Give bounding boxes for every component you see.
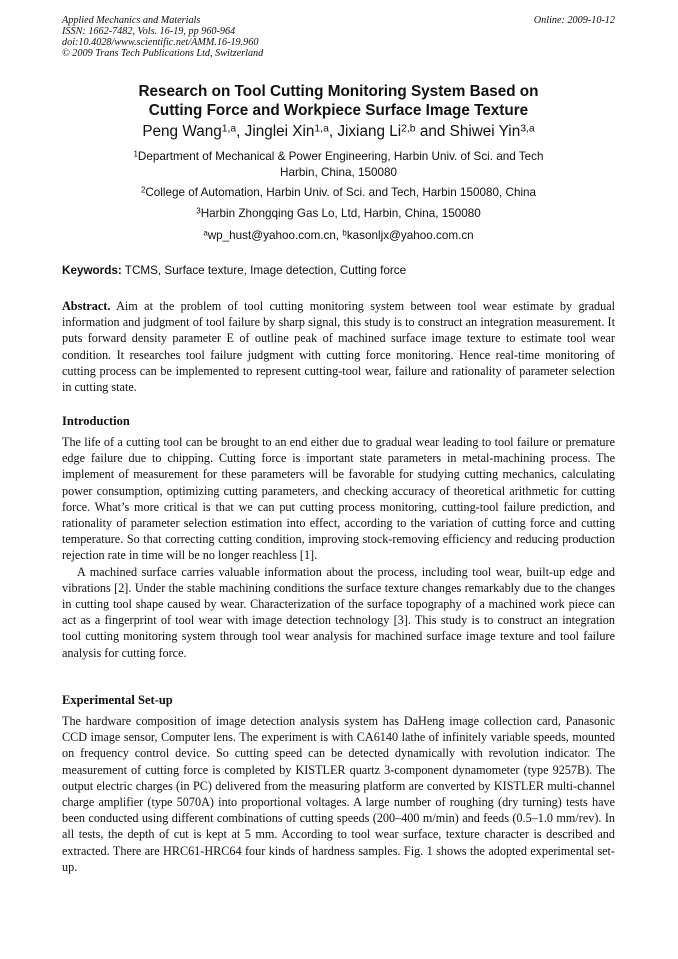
email-sup: a bbox=[203, 228, 208, 238]
journal-issn: ISSN: 1662-7482, Vols. 16-19, pp 960-964 bbox=[62, 26, 236, 37]
affiliation-1-line-1: Department of Mechanical & Power Engineering, Harbin Univ. of Sci. and Tech bbox=[137, 150, 544, 163]
setup-body bbox=[62, 713, 615, 875]
email-separator: , bbox=[335, 229, 343, 242]
journal-doi: doi:10.4028/www.scientific.net/AMM.16-19.960 bbox=[62, 37, 259, 48]
email-b: kasonljx@yahoo.com.cn bbox=[346, 229, 474, 242]
keywords-text: TCMS, Surface texture, Image detection, Cutting force bbox=[121, 264, 407, 277]
introduction-paragraph-2: A machined surface carries valuable information about the process, including tool wear, built-up edge and vibrations [2]. Under the stable machining conditions the surface texture changes remarkably due to the changes in cutting tool shape caused by wear. Characterization of the surface topography of a machined work piece can act as a fingerprint of tool wear with image detection technology [3]. This study is to construct an integration tool cutting monitoring system through tool wear analysis for machined surface image texture and tool failure analysis for cutting force. bbox=[62, 564, 615, 660]
title-line-1: Research on Tool Cutting Monitoring System Based on bbox=[138, 83, 539, 100]
author-sup: 3,a bbox=[520, 123, 535, 135]
author-name: Jinglei Xin bbox=[244, 123, 315, 140]
abstract-label: Abstract. bbox=[62, 299, 111, 313]
author-name: Peng Wang bbox=[142, 123, 222, 140]
affiliation-3-text: Harbin Zhongqing Gas Lo, Ltd, Harbin, China, 150080 bbox=[200, 207, 481, 220]
setup-heading: Experimental Set-up bbox=[62, 693, 173, 707]
email-a: wp_hust@yahoo.com.cn bbox=[207, 229, 336, 242]
introduction-heading: Introduction bbox=[62, 414, 130, 428]
affiliation-sup: 2 bbox=[140, 185, 146, 195]
affiliation-3 bbox=[62, 206, 615, 222]
email-sup: b bbox=[342, 228, 347, 238]
affiliation-1 bbox=[62, 149, 615, 181]
author-name: Jixiang Li bbox=[337, 123, 402, 140]
abstract-text: Aim at the problem of tool cutting monitoring system between tool wear estimate by gradual information and judgment of tool failure by sharp signal, this study is to construct an integration measurement. It puts forward density parameter E of outline peak of machined surface image texture to estimate tool wear condition. It researches tool failure judgment with cutting force monitoring. Hence real-time monitoring of cutting process can be implemented to represent cutting-tool wear, failure and rationality of parameter selection in cutting state. bbox=[62, 299, 615, 395]
setup-paragraph-1: The hardware composition of image detection analysis system has DaHeng image collection card, Panasonic CCD image sensor, Computer lens. The experiment is with CA6140 lathe of infinitely variable speeds, mounted on frequency control device. So cutting speed can be detected dynamically with revolution indicator. The measurement of cutting force is completed by KISTLER quartz 3-component dynamometer (type 9257B). The output electric charges (in PC) delivered from the measuring platform are converted by KISTLER multi-channel charge amplifier (type 5070A) into proportional voltages. A large number of roughing (dry turning) tests have been conducted using different combinations of cutting speeds (200–400 m/min) and feeds (0.5–1.0 mm/rev). In all tests, the depth of cut is kept at 5 mm. According to tool wear surface, texture character is described and extracted. There are HRC61-HRC64 four kinds of hardness samples. Fig. 1 shows the adopted experimental set-up. bbox=[62, 714, 615, 874]
author-separator: , bbox=[236, 123, 245, 140]
author-separator: and bbox=[415, 123, 450, 140]
journal-header bbox=[62, 15, 615, 59]
keywords-label: Keywords: bbox=[62, 264, 122, 277]
journal-name: Applied Mechanics and Materials bbox=[62, 15, 201, 26]
introduction-paragraph-1: The life of a cutting tool can be brought to an end either due to gradual wear leading to tool failure or premature edge failure due to chipping. Cutting force is important state parameters in metal-machining process. The implement of measurement for these parameters will be favorable for studying cutting mechanics, calculating power consumption, optimizing cutting parameters, and checking accuracy of theoretical arithmetic for cutting force. What’s more critical is that we can put cutting process monitoring, cutting-tool failure prediction, and rationality of parameter selection estimation into effect, according to the variation of cutting force and cutting temperature. So that correcting cutting condition, improving stock-removing efficiency and reducing production rejection rate in time will be no longer reachless [1]. bbox=[62, 435, 615, 563]
abstract bbox=[62, 298, 615, 395]
online-date: Online: 2009-10-12 bbox=[533, 15, 615, 26]
affiliation-1-line-2: Harbin, China, 150080 bbox=[280, 166, 397, 179]
author-separator: , bbox=[328, 123, 338, 140]
affiliation-2 bbox=[62, 185, 615, 201]
paper-title bbox=[62, 82, 615, 120]
journal-copyright: © 2009 Trans Tech Publications Ltd, Switzerland bbox=[62, 48, 264, 59]
author-sup: 2,b bbox=[401, 123, 416, 135]
introduction-body bbox=[62, 434, 615, 661]
title-line-2: Cutting Force and Workpiece Surface Image Texture bbox=[148, 102, 529, 119]
affiliation-2-text: College of Automation, Harbin Univ. of Sci. and Tech, Harbin 150080, China bbox=[145, 186, 537, 199]
affiliation-sup: 3 bbox=[196, 206, 201, 216]
affiliation-sup: 1 bbox=[133, 149, 138, 159]
author-emails bbox=[62, 228, 615, 244]
author-name: Shiwei Yin bbox=[449, 123, 521, 140]
author-sup: 1,a bbox=[221, 123, 237, 135]
author-sup: 1,a bbox=[314, 123, 329, 135]
keywords bbox=[62, 263, 615, 278]
author-list bbox=[62, 122, 615, 142]
